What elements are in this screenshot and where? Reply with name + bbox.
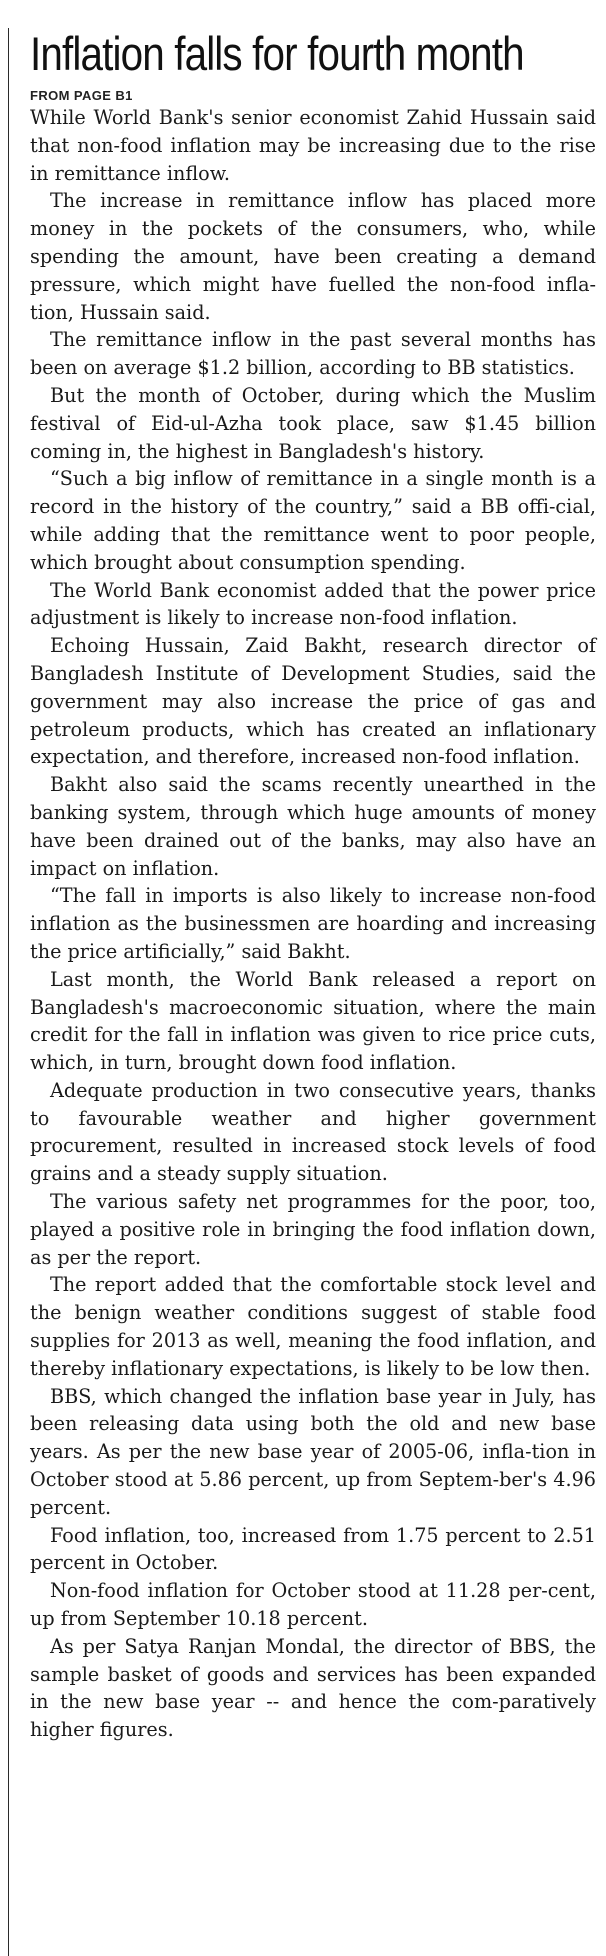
paragraph: Non-food inflation for October stood at 11.28 per-cent, up from September 10.18 percent. xyxy=(30,1579,596,1631)
paragraph: The increase in remittance inflow has placed more money in the pockets of the consumers, who, while spending the amount, have been creating a demand pressure, which might have fuelled the non-food infla-tion, Hussain said. xyxy=(30,189,596,324)
paragraph: The report added that the comfortable stock level and the benign weather conditions suggest of stable food supplies for 2013 as well, meaning the food inflation, and thereby inflationary expectations, is likely to be low then. xyxy=(30,1273,596,1380)
paragraph: “Such a big inflow of remittance in a single month is a record in the history of the country,” said a BB offi-cial, while adding that the remittance went to poor people, which brought about consumption spending. xyxy=(30,467,596,574)
article xyxy=(30,26,596,1744)
paragraph: “The fall in imports is also likely to increase non-food inflation as the businessmen are hoarding and increasing the price artificially,” said Bakht. xyxy=(30,884,596,963)
paragraph: The remittance inflow in the past several months has been on average $1.2 billion, according to BB statistics. xyxy=(30,328,596,380)
column-rule xyxy=(8,28,9,1956)
paragraph: Bakht also said the scams recently unearthed in the banking system, through which huge amounts of money have been drained out of the banks, may also have an impact on inflation. xyxy=(30,773,596,880)
paragraph: Food inflation, too, increased from 1.75 percent to 2.51 percent in October. xyxy=(30,1523,596,1575)
paragraph: The World Bank economist added that the power price adjustment is likely to increase non-food inflation. xyxy=(30,578,596,630)
paragraph: BBS, which changed the inflation base year in July, has been releasing data using both the old and new base years. As per the new base year of 2005-06, infla-tion in October stood at 5.86 percent, up from Septem-ber's 4.96 percent. xyxy=(30,1384,596,1519)
paragraph: Last month, the World Bank released a report on Bangladesh's macroeconomic situation, where the main credit for the fall in inflation was given to rice price cuts, which, in turn, brought down food inflation. xyxy=(30,967,596,1075)
paragraph: But the month of October, during which the Muslim festival of Eid-ul-Azha took place, saw $1.45 billion coming in, the highest in Bangladesh's history. xyxy=(30,383,596,463)
paragraph: While World Bank's senior economist Zahid Hussain said that non-food inflation may be increasing due to the rise in remittance inflow. xyxy=(30,106,596,185)
paragraph: The various safety net programmes for the poor, too, played a positive role in bringing the food inflation down, as per the report. xyxy=(30,1190,596,1269)
headline: Inflation falls for fourth month xyxy=(30,27,524,80)
continued-from-label: FROM PAGE B1 xyxy=(30,88,133,103)
paragraph: Echoing Hussain, Zaid Bakht, research director of Bangladesh Institute of Development Studies, said the government may also increase the price of gas and petroleum products, which has created an inflationary expectation, and therefore, increased non-food inflation. xyxy=(30,634,596,769)
paragraph: Adequate production in two consecutive years, thanks to favourable weather and higher government procurement, resulted in increased stock levels of food grains and a steady supply situation. xyxy=(30,1078,596,1186)
article-body xyxy=(30,104,596,1744)
paragraph: As per Satya Ranjan Mondal, the director of BBS, the sample basket of goods and services has been expanded in the new base year -- and hence the com-paratively higher figures. xyxy=(30,1634,596,1742)
